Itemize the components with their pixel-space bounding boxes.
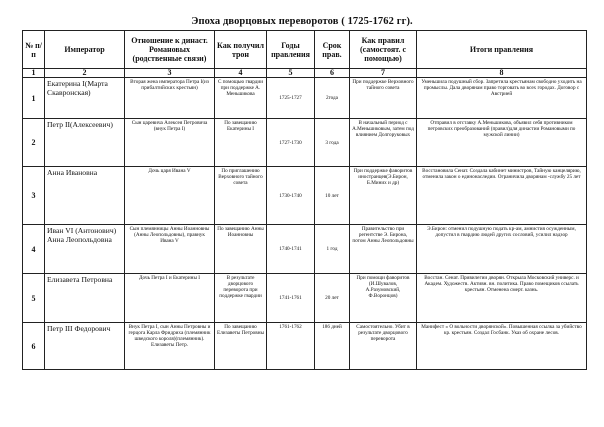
years-cell: 1740-1741: [267, 225, 315, 274]
result-cell: Восстан. Сенат. Привилегии дворян. Открыла Московский универс. и Академ. Художеств. Активн. вн. политика. Право помещиков ссылать крестьян. Отменена смерт. казнь.: [417, 274, 587, 323]
relation-cell: Сын царевича Алексея Петровича (внук Петра I): [125, 119, 215, 167]
relation-cell: Сын племянницы Анны Иоанновны (Анны Леопольдовны), правнук Ивана V: [125, 225, 215, 274]
result-cell: Манифест « О вольности дворянской». Повышенная ссылка за убийство кр. крестьян. Создал Госбанк. Указ об охране лесов.: [417, 323, 587, 370]
header-how: Как получил трон: [215, 31, 267, 69]
header-number: № п/п: [23, 31, 45, 69]
row-number: 3: [23, 167, 45, 225]
emperor-name: Екатерина I(Марта Скавронская): [45, 78, 125, 119]
column-number: 1: [23, 69, 45, 78]
row-number: 1: [23, 78, 45, 119]
history-table: [22, 30, 587, 370]
header-result: Итоги правления: [417, 31, 587, 69]
row-number: 6: [23, 323, 45, 370]
rule-cell: При помощи фаворитов (И.Шувалов, А.Разумовский, Ф.Воронцов): [350, 274, 417, 323]
emperor-name: Иван VI (Антонович) Анна Леопольдовна: [45, 225, 125, 274]
header-term: Срок прав.: [315, 31, 350, 69]
years-cell: 1730-1740: [267, 167, 315, 225]
years-cell: 1761-1762: [267, 323, 315, 370]
table-row: [23, 167, 587, 225]
years-cell: 1725-1727: [267, 78, 315, 119]
column-number: 4: [215, 69, 267, 78]
column-number: 5: [267, 69, 315, 78]
column-number: 6: [315, 69, 350, 78]
page-title: Эпоха дворцовых переворотов ( 1725-1762 гг).: [191, 16, 413, 27]
result-cell: Отправил в отставку А.Меньшикова, объявил себя противником петровских преобразований (правил)для династии Романовыми по мужской линии): [417, 119, 587, 167]
relation-cell: Дочь царя Ивана V: [125, 167, 215, 225]
table-row: [23, 274, 587, 323]
term-cell: 3 года: [315, 119, 350, 167]
column-number: 3: [125, 69, 215, 78]
rule-cell: В начальный период с А.Меньшиковым, затем под влиянием Долгоруковых: [350, 119, 417, 167]
years-cell: 1741-1761: [267, 274, 315, 323]
result-cell: Э.Бирон: отменил подушную подать кр-ам, амнистия осужденным, допустил в гвардию людей других сословий, усилил надзор: [417, 225, 587, 274]
column-number-row: [23, 69, 587, 78]
header-rule: Как правил (самостоят. с помощью): [350, 31, 417, 69]
how-cell: С помощью гвардии при поддержке А. Меньшикова: [215, 78, 267, 119]
row-number: 5: [23, 274, 45, 323]
column-number: 8: [417, 69, 587, 78]
emperor-name: Анна Ивановна: [45, 167, 125, 225]
column-number: 2: [45, 69, 125, 78]
years-cell: 1727-1730: [267, 119, 315, 167]
rule-cell: При поддержке Верховного тайного совета: [350, 78, 417, 119]
relation-cell: Внук Петра I, сын Анны Петровны и герцога Карла Фридриха (племянник шведского короля)(племянник). Елизаветы Петр.: [125, 323, 215, 370]
rule-cell: Самостоятельно. Убит в результате дворцового переворота: [350, 323, 417, 370]
how-cell: По завещанию Екатерины I: [215, 119, 267, 167]
term-cell: 1 год: [315, 225, 350, 274]
table-row: [23, 78, 587, 119]
header-relation: Отношение к династ. Романовых (родственные связи): [125, 31, 215, 69]
emperor-name: Елизавета Петровна: [45, 274, 125, 323]
how-cell: По завещанию Анны Иоанновны: [215, 225, 267, 274]
rule-cell: Правительство при регентстве Э. Бирона, потом Анны Леопольдовны: [350, 225, 417, 274]
row-number: 4: [23, 225, 45, 274]
column-number: 7: [350, 69, 417, 78]
how-cell: По завещанию Елизаветы Петровны: [215, 323, 267, 370]
term-cell: 2года: [315, 78, 350, 119]
term-cell: 10 лет: [315, 167, 350, 225]
header-emperor: Император: [45, 31, 125, 69]
term-cell: 186 дней: [315, 323, 350, 370]
result-cell: Восстановила Сенат. Создала кабинет министров, Тайную канцелярию, отменила закон о единонаследии. Ограничила дворянам -службу 25 лет: [417, 167, 587, 225]
relation-cell: Вторая жена императора Петра I(из прибалтийских крестьян): [125, 78, 215, 119]
table-row: [23, 119, 587, 167]
table-row: [23, 323, 587, 370]
rule-cell: При поддержке фаворитов иностранцев(Э.Бирон, Б.Миних и др): [350, 167, 417, 225]
emperor-name: Петр III Федорович: [45, 323, 125, 370]
how-cell: По приглашению Верховного тайного совета: [215, 167, 267, 225]
relation-cell: Дочь Петра I и Екатерины I: [125, 274, 215, 323]
row-number: 2: [23, 119, 45, 167]
emperor-name: Петр II(Алексеевич): [45, 119, 125, 167]
term-cell: 20 лет: [315, 274, 350, 323]
header-row: [23, 31, 587, 69]
result-cell: Уменьшила подушный сбор. Запретила крестьянам свободно уходить на промыслы. Дала дворянам право торговать во всех городах. Договор с Австрией: [417, 78, 587, 119]
header-years: Годы правления: [267, 31, 315, 69]
table-row: [23, 225, 587, 274]
how-cell: В результате дворцового переворота при поддержке гвардии: [215, 274, 267, 323]
